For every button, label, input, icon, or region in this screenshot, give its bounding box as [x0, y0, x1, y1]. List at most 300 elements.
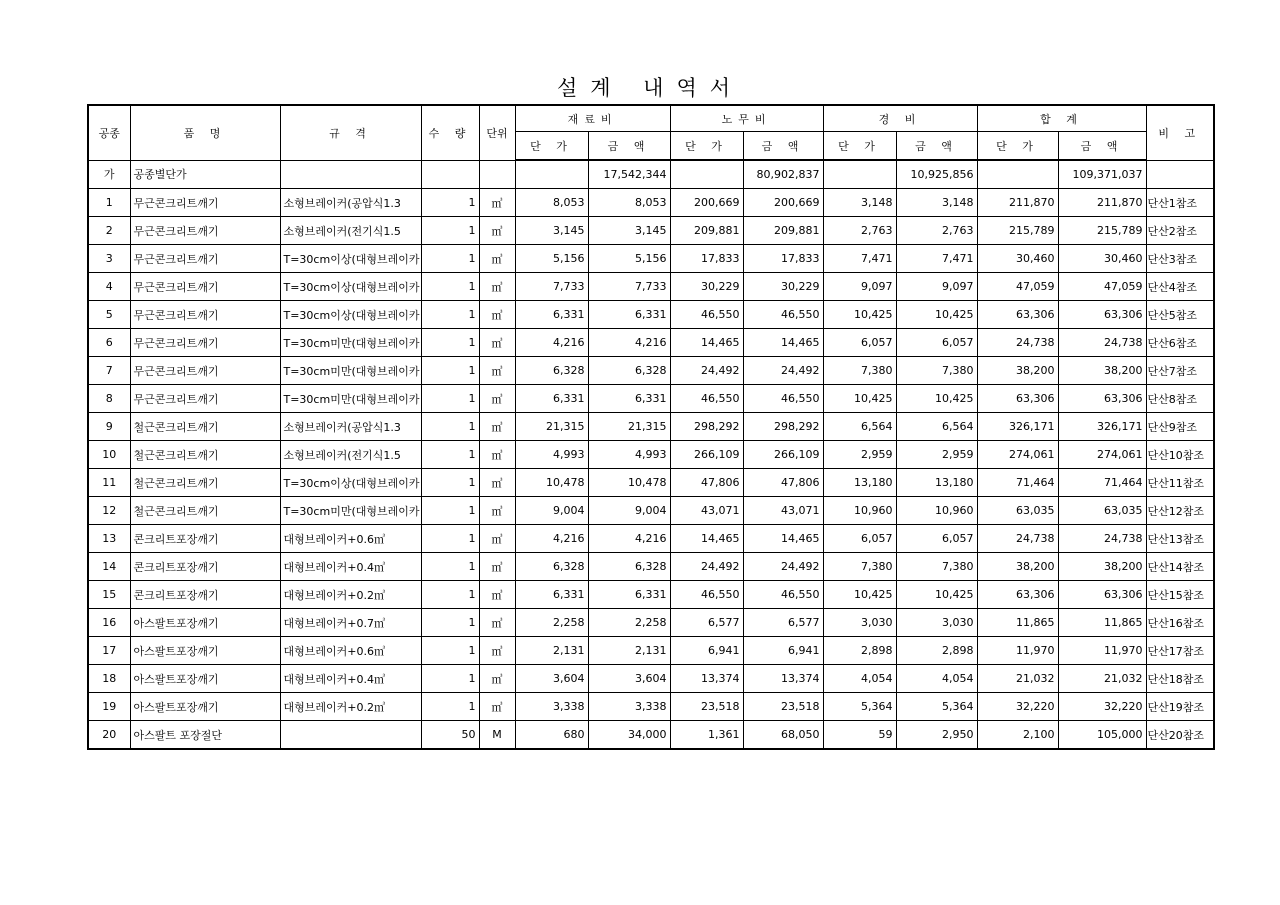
item-remark: 단산4참조: [1146, 273, 1214, 301]
item-spec: 대형브레이커+0.2㎥: [280, 693, 421, 721]
item-remark: 단산11참조: [1146, 469, 1214, 497]
item-qty: 1: [421, 637, 479, 665]
total-unit-price: 24,738: [977, 525, 1058, 553]
labor-unit-price: 6,577: [670, 609, 743, 637]
item-number: 16: [88, 609, 130, 637]
labor-amount: 6,941: [743, 637, 823, 665]
labor-unit-price-header: 단 가: [670, 132, 743, 161]
document-title: 설계 내역서: [556, 76, 744, 100]
material-amount: 2,131: [588, 637, 670, 665]
item-spec: 소형브레이커(공압식1.3: [280, 189, 421, 217]
total-unit-price: 63,306: [977, 385, 1058, 413]
total-amount: 215,789: [1058, 217, 1146, 245]
labor-amount-header: 금 액: [743, 132, 823, 161]
item-number: 18: [88, 665, 130, 693]
expense-unit-price: 10,425: [823, 581, 896, 609]
item-number: 17: [88, 637, 130, 665]
total-amount: 211,870: [1058, 189, 1146, 217]
item-number: 14: [88, 553, 130, 581]
material-amount: 6,328: [588, 553, 670, 581]
labor-unit-price: 298,292: [670, 413, 743, 441]
item-qty: 1: [421, 693, 479, 721]
labor-amount: 266,109: [743, 441, 823, 469]
labor-amount: 68,050: [743, 721, 823, 750]
total-unit-price: 2,100: [977, 721, 1058, 750]
item-name: 아스팔트포장깨기: [130, 693, 280, 721]
table-row: [88, 469, 1214, 497]
expense-unit-price: 7,471: [823, 245, 896, 273]
item-unit: ㎥: [479, 441, 515, 469]
total-unit-price: 326,171: [977, 413, 1058, 441]
labor-amount: 24,492: [743, 357, 823, 385]
item-number: 4: [88, 273, 130, 301]
material-unit-price: 7,733: [515, 273, 588, 301]
labor-amount: 17,833: [743, 245, 823, 273]
item-number: 2: [88, 217, 130, 245]
material-unit-price: 3,145: [515, 217, 588, 245]
table-row: [88, 553, 1214, 581]
item-spec: 대형브레이커+0.4㎥: [280, 665, 421, 693]
total-amount: 24,738: [1058, 329, 1146, 357]
summary-material-amount: 17,542,344: [588, 160, 670, 189]
table-row: [88, 441, 1214, 469]
item-number: 20: [88, 721, 130, 750]
table-row: [88, 693, 1214, 721]
col-total-header: 합 계: [977, 105, 1146, 132]
item-qty: 1: [421, 301, 479, 329]
total-amount: 32,220: [1058, 693, 1146, 721]
total-unit-price: 24,738: [977, 329, 1058, 357]
item-spec: T=30cm미만(대형브레이카: [280, 385, 421, 413]
item-remark: 단산18참조: [1146, 665, 1214, 693]
labor-unit-price: 46,550: [670, 385, 743, 413]
summary-labor-unit-price: [670, 160, 743, 189]
item-spec: 대형브레이커+0.6㎥: [280, 637, 421, 665]
item-name: 콘크리트포장깨기: [130, 581, 280, 609]
item-name: 아스팔트포장깨기: [130, 609, 280, 637]
item-spec: 대형브레이커+0.2㎥: [280, 581, 421, 609]
expense-unit-price: 2,898: [823, 637, 896, 665]
table-row: [88, 609, 1214, 637]
total-unit-price: 211,870: [977, 189, 1058, 217]
col-spec-header: 규 격: [280, 105, 421, 160]
expense-unit-price: 3,030: [823, 609, 896, 637]
table-row: [88, 357, 1214, 385]
table-row: [88, 273, 1214, 301]
expense-amount: 6,057: [896, 525, 977, 553]
material-amount: 21,315: [588, 413, 670, 441]
item-qty: 1: [421, 273, 479, 301]
summary-total-amount: 109,371,037: [1058, 160, 1146, 189]
material-amount: 7,733: [588, 273, 670, 301]
item-unit: ㎥: [479, 581, 515, 609]
item-qty: 1: [421, 665, 479, 693]
item-number: 6: [88, 329, 130, 357]
item-number: 11: [88, 469, 130, 497]
total-unit-price: 63,306: [977, 301, 1058, 329]
item-spec: 소형브레이커(공압식1.3: [280, 413, 421, 441]
item-qty: 50: [421, 721, 479, 750]
expense-amount: 4,054: [896, 665, 977, 693]
expense-amount: 7,471: [896, 245, 977, 273]
expense-amount: 2,898: [896, 637, 977, 665]
item-number: 7: [88, 357, 130, 385]
item-qty: 1: [421, 609, 479, 637]
expense-amount: 10,425: [896, 581, 977, 609]
item-number: 19: [88, 693, 130, 721]
material-unit-price: 21,315: [515, 413, 588, 441]
item-qty: 1: [421, 525, 479, 553]
expense-amount: 10,425: [896, 385, 977, 413]
labor-unit-price: 14,465: [670, 525, 743, 553]
summary-code: 가: [88, 160, 130, 189]
item-unit: ㎥: [479, 329, 515, 357]
labor-unit-price: 47,806: [670, 469, 743, 497]
item-name: 무근콘크리트깨기: [130, 357, 280, 385]
summary-name: 공종별단가: [130, 160, 280, 189]
table-row: [88, 637, 1214, 665]
item-remark: 단산20참조: [1146, 721, 1214, 750]
material-unit-price: 4,216: [515, 525, 588, 553]
item-remark: 단산1참조: [1146, 189, 1214, 217]
item-remark: 단산13참조: [1146, 525, 1214, 553]
total-unit-price: 21,032: [977, 665, 1058, 693]
material-unit-price: 680: [515, 721, 588, 750]
material-amount: 6,328: [588, 357, 670, 385]
material-unit-price: 4,993: [515, 441, 588, 469]
expense-unit-price: 4,054: [823, 665, 896, 693]
item-qty: 1: [421, 189, 479, 217]
expense-unit-price: 10,425: [823, 385, 896, 413]
item-number: 8: [88, 385, 130, 413]
item-name: 콘크리트포장깨기: [130, 525, 280, 553]
material-unit-price: 6,331: [515, 301, 588, 329]
item-qty: 1: [421, 553, 479, 581]
item-unit: ㎥: [479, 357, 515, 385]
material-unit-price: 9,004: [515, 497, 588, 525]
item-name: 무근콘크리트깨기: [130, 273, 280, 301]
material-amount: 4,216: [588, 525, 670, 553]
total-unit-price: 63,306: [977, 581, 1058, 609]
material-unit-price: 5,156: [515, 245, 588, 273]
item-unit: ㎥: [479, 665, 515, 693]
expense-amount: 7,380: [896, 357, 977, 385]
material-amount: 6,331: [588, 581, 670, 609]
item-qty: 1: [421, 245, 479, 273]
expense-amount: 2,950: [896, 721, 977, 750]
item-unit: ㎥: [479, 469, 515, 497]
table-row: [88, 721, 1214, 750]
total-amount: 38,200: [1058, 553, 1146, 581]
item-spec: T=30cm미만(대형브레이카: [280, 497, 421, 525]
material-amount: 4,993: [588, 441, 670, 469]
expense-amount: 13,180: [896, 469, 977, 497]
total-amount: 24,738: [1058, 525, 1146, 553]
expense-unit-price: 3,148: [823, 189, 896, 217]
total-amount: 63,306: [1058, 301, 1146, 329]
col-unit-header: 단위: [479, 105, 515, 160]
material-amount: 3,604: [588, 665, 670, 693]
labor-unit-price: 6,941: [670, 637, 743, 665]
expense-amount: 3,148: [896, 189, 977, 217]
labor-unit-price: 17,833: [670, 245, 743, 273]
table-row: [88, 581, 1214, 609]
labor-unit-price: 1,361: [670, 721, 743, 750]
summary-expense-amount: 10,925,856: [896, 160, 977, 189]
col-code-header: 공종: [88, 105, 130, 160]
item-unit: ㎥: [479, 217, 515, 245]
expense-amount-header: 금 액: [896, 132, 977, 161]
item-spec: 대형브레이커+0.7㎥: [280, 609, 421, 637]
expense-unit-price: 5,364: [823, 693, 896, 721]
item-spec: T=30cm이상(대형브레이카: [280, 245, 421, 273]
material-unit-price: 8,053: [515, 189, 588, 217]
total-unit-price: 71,464: [977, 469, 1058, 497]
summary-expense-unit-price: [823, 160, 896, 189]
labor-amount: 46,550: [743, 301, 823, 329]
expense-unit-price: 6,057: [823, 525, 896, 553]
item-spec: 소형브레이커(전기식1.5: [280, 217, 421, 245]
item-spec: T=30cm미만(대형브레이카: [280, 329, 421, 357]
material-unit-price: 6,328: [515, 553, 588, 581]
material-amount: 34,000: [588, 721, 670, 750]
material-unit-price: 6,331: [515, 385, 588, 413]
expense-unit-price: 59: [823, 721, 896, 750]
expense-amount: 5,364: [896, 693, 977, 721]
summary-labor-amount: 80,902,837: [743, 160, 823, 189]
expense-unit-price: 6,564: [823, 413, 896, 441]
item-unit: ㎥: [479, 693, 515, 721]
total-amount: 63,306: [1058, 385, 1146, 413]
labor-amount: 23,518: [743, 693, 823, 721]
material-amount: 5,156: [588, 245, 670, 273]
col-labor-header: 노무비: [670, 105, 823, 132]
estimate-table: [87, 104, 1215, 750]
expense-unit-price: 2,959: [823, 441, 896, 469]
item-name: 아스팔트포장깨기: [130, 665, 280, 693]
material-unit-price: 4,216: [515, 329, 588, 357]
item-qty: 1: [421, 469, 479, 497]
item-unit: ㎥: [479, 553, 515, 581]
labor-unit-price: 14,465: [670, 329, 743, 357]
expense-unit-price: 7,380: [823, 553, 896, 581]
item-qty: 1: [421, 385, 479, 413]
material-unit-price: 6,328: [515, 357, 588, 385]
item-number: 1: [88, 189, 130, 217]
item-name: 무근콘크리트깨기: [130, 245, 280, 273]
item-remark: 단산6참조: [1146, 329, 1214, 357]
material-unit-price: 3,604: [515, 665, 588, 693]
item-number: 10: [88, 441, 130, 469]
col-name-header: 품 명: [130, 105, 280, 160]
total-amount: 63,035: [1058, 497, 1146, 525]
total-unit-price: 38,200: [977, 357, 1058, 385]
expense-amount: 6,564: [896, 413, 977, 441]
item-name: 콘크리트포장깨기: [130, 553, 280, 581]
total-unit-price: 47,059: [977, 273, 1058, 301]
expense-amount: 3,030: [896, 609, 977, 637]
expense-unit-price: 7,380: [823, 357, 896, 385]
material-unit-price: 2,131: [515, 637, 588, 665]
total-amount: 47,059: [1058, 273, 1146, 301]
expense-amount: 7,380: [896, 553, 977, 581]
col-remark-header: 비 고: [1146, 105, 1214, 160]
item-unit: ㎥: [479, 609, 515, 637]
item-name: 철근콘크리트깨기: [130, 441, 280, 469]
labor-amount: 200,669: [743, 189, 823, 217]
summary-row: [88, 160, 1214, 189]
item-remark: 단산19참조: [1146, 693, 1214, 721]
item-remark: 단산16참조: [1146, 609, 1214, 637]
material-amount-header: 금 액: [588, 132, 670, 161]
material-unit-price: 3,338: [515, 693, 588, 721]
item-qty: 1: [421, 441, 479, 469]
table-row: [88, 189, 1214, 217]
material-amount: 9,004: [588, 497, 670, 525]
item-qty: 1: [421, 217, 479, 245]
total-unit-price: 11,970: [977, 637, 1058, 665]
material-amount: 8,053: [588, 189, 670, 217]
labor-unit-price: 24,492: [670, 553, 743, 581]
labor-unit-price: 200,669: [670, 189, 743, 217]
table-row: [88, 413, 1214, 441]
total-amount: 11,970: [1058, 637, 1146, 665]
item-spec: T=30cm이상(대형브레이카: [280, 469, 421, 497]
item-number: 5: [88, 301, 130, 329]
material-unit-price: 6,331: [515, 581, 588, 609]
total-unit-price: 274,061: [977, 441, 1058, 469]
expense-unit-price: 9,097: [823, 273, 896, 301]
table-row: [88, 301, 1214, 329]
material-amount: 6,331: [588, 301, 670, 329]
item-spec: T=30cm미만(대형브레이카: [280, 357, 421, 385]
labor-amount: 46,550: [743, 581, 823, 609]
item-remark: 단산10참조: [1146, 441, 1214, 469]
labor-unit-price: 13,374: [670, 665, 743, 693]
col-material-header: 재료비: [515, 105, 670, 132]
total-unit-price: 215,789: [977, 217, 1058, 245]
summary-remark: [1146, 160, 1214, 189]
item-remark: 단산14참조: [1146, 553, 1214, 581]
expense-unit-price: 10,425: [823, 301, 896, 329]
labor-unit-price: 46,550: [670, 301, 743, 329]
total-amount: 11,865: [1058, 609, 1146, 637]
total-unit-price: 38,200: [977, 553, 1058, 581]
item-remark: 단산7참조: [1146, 357, 1214, 385]
item-unit: ㎥: [479, 525, 515, 553]
labor-amount: 209,881: [743, 217, 823, 245]
summary-qty: [421, 160, 479, 189]
table-row: [88, 217, 1214, 245]
item-unit: ㎥: [479, 273, 515, 301]
item-unit: ㎥: [479, 413, 515, 441]
expense-unit-price: 2,763: [823, 217, 896, 245]
item-unit: M: [479, 721, 515, 750]
labor-amount: 30,229: [743, 273, 823, 301]
labor-amount: 6,577: [743, 609, 823, 637]
item-remark: 단산12참조: [1146, 497, 1214, 525]
total-amount: 326,171: [1058, 413, 1146, 441]
total-amount: 21,032: [1058, 665, 1146, 693]
material-unit-price: 2,258: [515, 609, 588, 637]
total-amount: 63,306: [1058, 581, 1146, 609]
material-unit-price-header: 단 가: [515, 132, 588, 161]
item-qty: 1: [421, 497, 479, 525]
labor-unit-price: 266,109: [670, 441, 743, 469]
labor-unit-price: 209,881: [670, 217, 743, 245]
labor-unit-price: 30,229: [670, 273, 743, 301]
item-name: 철근콘크리트깨기: [130, 413, 280, 441]
item-remark: 단산3참조: [1146, 245, 1214, 273]
item-unit: ㎥: [479, 637, 515, 665]
table-row: [88, 497, 1214, 525]
labor-unit-price: 23,518: [670, 693, 743, 721]
summary-spec: [280, 160, 421, 189]
material-unit-price: 10,478: [515, 469, 588, 497]
item-unit: ㎥: [479, 189, 515, 217]
table-row: [88, 329, 1214, 357]
item-number: 9: [88, 413, 130, 441]
item-remark: 단산17참조: [1146, 637, 1214, 665]
total-amount: 38,200: [1058, 357, 1146, 385]
total-unit-price: 32,220: [977, 693, 1058, 721]
item-unit: ㎥: [479, 497, 515, 525]
total-amount: 71,464: [1058, 469, 1146, 497]
item-number: 13: [88, 525, 130, 553]
item-unit: ㎥: [479, 301, 515, 329]
table-row: [88, 665, 1214, 693]
item-spec: 소형브레이커(전기식1.5: [280, 441, 421, 469]
summary-material-unit-price: [515, 160, 588, 189]
item-name: 무근콘크리트깨기: [130, 189, 280, 217]
item-remark: 단산5참조: [1146, 301, 1214, 329]
labor-unit-price: 24,492: [670, 357, 743, 385]
expense-unit-price: 13,180: [823, 469, 896, 497]
item-name: 아스팔트포장깨기: [130, 637, 280, 665]
item-name: 철근콘크리트깨기: [130, 469, 280, 497]
item-name: 무근콘크리트깨기: [130, 329, 280, 357]
item-remark: 단산8참조: [1146, 385, 1214, 413]
expense-amount: 10,960: [896, 497, 977, 525]
item-name: 아스팔트 포장절단: [130, 721, 280, 750]
material-amount: 3,338: [588, 693, 670, 721]
item-remark: 단산9참조: [1146, 413, 1214, 441]
labor-amount: 47,806: [743, 469, 823, 497]
item-number: 3: [88, 245, 130, 273]
expense-amount: 9,097: [896, 273, 977, 301]
labor-amount: 14,465: [743, 525, 823, 553]
total-unit-price-header: 단 가: [977, 132, 1058, 161]
item-name: 무근콘크리트깨기: [130, 301, 280, 329]
total-unit-price: 11,865: [977, 609, 1058, 637]
labor-unit-price: 46,550: [670, 581, 743, 609]
material-amount: 10,478: [588, 469, 670, 497]
expense-unit-price-header: 단 가: [823, 132, 896, 161]
expense-amount: 2,763: [896, 217, 977, 245]
total-unit-price: 30,460: [977, 245, 1058, 273]
material-amount: 3,145: [588, 217, 670, 245]
item-number: 12: [88, 497, 130, 525]
table-row: [88, 525, 1214, 553]
expense-unit-price: 6,057: [823, 329, 896, 357]
labor-amount: 13,374: [743, 665, 823, 693]
item-spec: 대형브레이커+0.4㎥: [280, 553, 421, 581]
expense-amount: 10,425: [896, 301, 977, 329]
expense-amount: 2,959: [896, 441, 977, 469]
material-amount: 4,216: [588, 329, 670, 357]
labor-amount: 46,550: [743, 385, 823, 413]
total-amount: 105,000: [1058, 721, 1146, 750]
